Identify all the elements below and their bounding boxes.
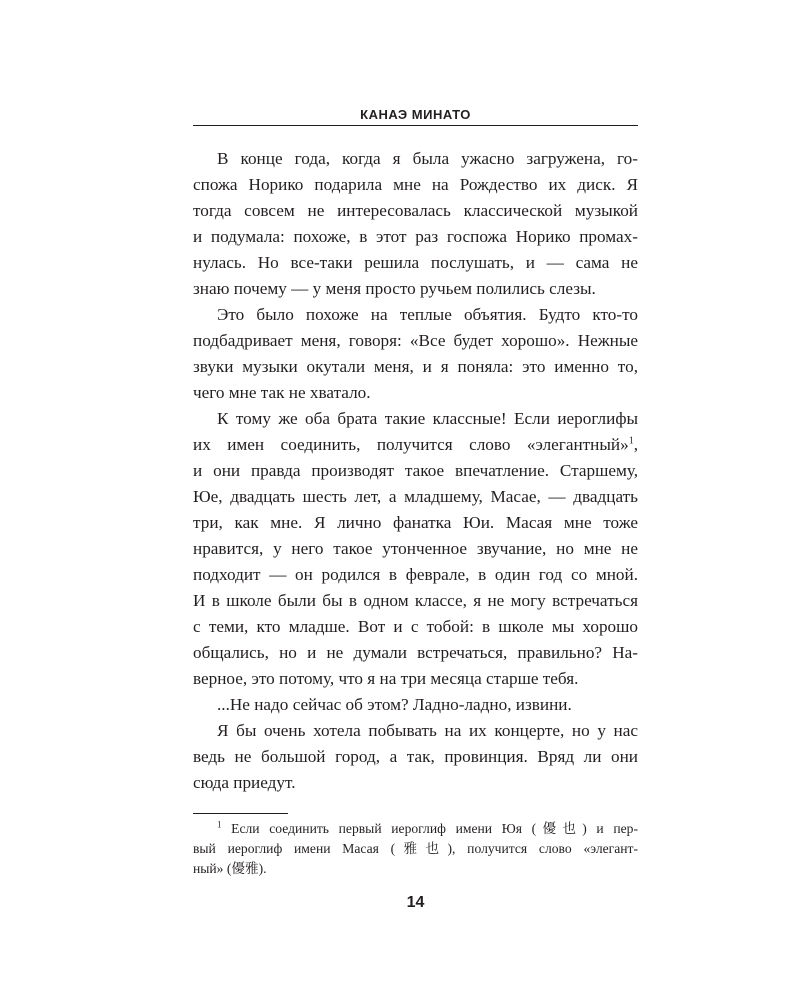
- text-line: Юе, двадцать шесть лет, а младшему, Масае, — двадцать: [193, 487, 638, 506]
- text-line: подходит — он родился в феврале, в один год со мной.: [193, 565, 638, 584]
- text-line: верное, это потому, что я на три месяца старше тебя.: [193, 669, 579, 688]
- page-number: 14: [406, 894, 425, 911]
- text-line: сюда приедут.: [193, 773, 296, 792]
- text-line: спожа Норико подарила мне на Рождество их диск. Я: [193, 175, 638, 194]
- footnote-text: Если соединить первый иероглиф имени Юя (優也) и пер-: [221, 821, 638, 836]
- text-line: подбадривает меня, говоря: «Все будет хорошо». Нежные: [193, 331, 638, 350]
- text-line: И в школе были бы в одном классе, я не могу встречаться: [193, 591, 638, 610]
- footnote: [193, 819, 638, 879]
- text-line: с теми, кто младше. Вот и с тобой: в школе мы хорошо: [193, 617, 638, 636]
- text-line: Я бы очень хотела побывать на их концерте, но у нас: [217, 721, 638, 740]
- text-line: нравится, у него такое утонченное звучание, но мне не: [193, 539, 638, 558]
- text-line: ведь не большой город, а так, провинция. Вряд ли они: [193, 747, 638, 766]
- footnote-reference[interactable]: 1: [628, 435, 634, 447]
- main-text: [193, 146, 638, 796]
- text-line: общались, но и не думали встречаться, правильно? На-: [193, 643, 638, 662]
- text-line: и они правда производят такое впечатление. Старшему,: [193, 461, 638, 480]
- text-line: чего мне так не хватало.: [193, 383, 371, 402]
- text-line: Это было похоже на теплые объятия. Будто кто-то: [217, 305, 638, 324]
- text-fragment: ,: [633, 435, 638, 454]
- running-header: КАНАЭ МИНАТО: [360, 107, 471, 122]
- text-line: и подумала: похоже, в этот раз госпожа Норико промах-: [193, 227, 638, 246]
- text-line-with-footnote: [193, 432, 638, 458]
- footnote-line: [193, 819, 638, 839]
- text-line: В конце года, когда я была ужасно загружена, го-: [217, 149, 638, 168]
- text-fragment: их имен соединить, получится слово «элегантный»: [193, 435, 629, 454]
- text-line: звуки музыки окутали меня, и я поняла: это именно то,: [193, 357, 638, 376]
- text-line: знаю почему — у меня просто ручьем полились слезы.: [193, 279, 596, 298]
- footnote-divider: [193, 813, 288, 814]
- text-line: три, как мне. Я лично фанатка Юи. Масая мне тоже: [193, 513, 638, 532]
- text-line: тогда совсем не интересовалась классической музыкой: [193, 201, 638, 220]
- header-divider: [193, 125, 638, 126]
- footnote-number: 1: [217, 819, 222, 830]
- footnote-line: ный» (優雅).: [193, 861, 267, 876]
- text-line: ...Не надо сейчас об этом? Ладно-ладно, извини.: [217, 695, 572, 714]
- text-line: нулась. Но все-таки решила послушать, и — сама не: [193, 253, 638, 272]
- footnote-line: вый иероглиф имени Масая (雅也), получится слово «элегант-: [193, 841, 638, 856]
- text-line: К тому же оба брата такие классные! Если иероглифы: [217, 409, 638, 428]
